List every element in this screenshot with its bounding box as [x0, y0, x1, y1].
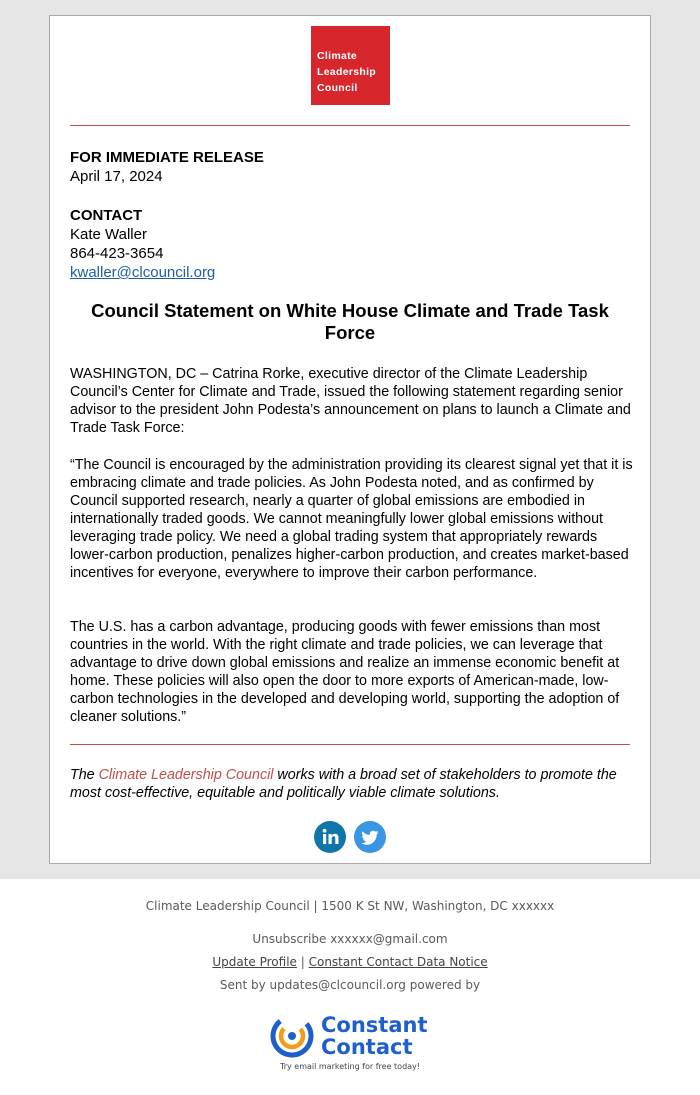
contact-phone: 864-423-3654	[70, 245, 164, 262]
brand-line-2: Contact	[321, 1035, 413, 1059]
footer	[0, 879, 700, 1095]
footer-unsubscribe[interactable]: Unsubscribe xxxxxx@gmail.com	[252, 932, 448, 946]
brand-line-1: Constant	[321, 1013, 428, 1037]
constant-contact-icon	[270, 1012, 320, 1060]
closing-suffix: works with a broad set of stakeholders to promote the most cost-effective, equitable and politically viable climate solutions.	[70, 767, 617, 801]
footer-separator: |	[296, 955, 309, 969]
council-logo[interactable]	[311, 26, 390, 105]
contact-name: Kate Waller	[70, 226, 147, 243]
bottom-divider	[70, 744, 630, 745]
closing-prefix: The	[70, 767, 99, 783]
closing-statement	[70, 766, 630, 802]
linkedin-icon[interactable]	[314, 821, 346, 853]
twitter-icon[interactable]	[354, 821, 386, 853]
contact-label: CONTACT	[70, 207, 143, 224]
body-paragraph-3: The U.S. has a carbon advantage, producing goods with fewer emissions than most countries in the world. With the right climate and trade policies, we can leverage that advantage to drive down global emissions and realize an immense economic benefit at home. These policies will also open the door to more exports of American-made, low-carbon technologies in the developed and developing world, supporting the adoption of cleaner solutions.”	[70, 619, 620, 725]
footer-address: Climate Leadership Council | 1500 K St NW, Washington, DC xxxxxx	[145, 899, 555, 913]
logo-line-2: Leadership	[317, 66, 377, 78]
release-date: April 17, 2024	[70, 168, 163, 185]
council-link[interactable]: Climate Leadership Council	[98, 767, 274, 783]
contact-block	[70, 206, 630, 282]
contact-email-link[interactable]: kwaller@clcouncil.org	[70, 264, 216, 281]
logo-line-1: Climate	[317, 50, 358, 62]
footer-links	[0, 955, 700, 969]
data-notice-link[interactable]: Constant Contact Data Notice	[308, 955, 488, 969]
logo-line-3: Council	[317, 82, 358, 94]
headline: Council Statement on White House Climate and Trade Task Force	[91, 300, 609, 343]
email-card	[49, 15, 651, 864]
release-label: FOR IMMEDIATE RELEASE	[70, 149, 264, 166]
brand-tagline: Try email marketing for free today!	[280, 1062, 420, 1071]
top-divider	[70, 125, 630, 126]
update-profile-link[interactable]: Update Profile	[212, 955, 297, 969]
footer-sent-by: Sent by updates@clcouncil.org powered by	[219, 978, 481, 992]
constant-contact-logo[interactable]	[270, 1012, 440, 1072]
body-paragraph-2: “The Council is encouraged by the administration providing its clearest signal yet that it is embracing climate and trade policies. As John Podesta noted, and as confirmed by Council supported research, nearly a quarter of global emissions are embodied in internationally traded goods. We cannot meaningfully lower global emissions without leveraging trade policy. We need a global trading system that appropriately rewards lower-carbon production, penalizes higher-carbon production, and creates market-based incentives for everyone, everywhere to improve their carbon performance.	[70, 457, 633, 581]
body-paragraph-1: WASHINGTON, DC – Catrina Rorke, executive director of the Climate Leadership Council’s Center for Climate and Trade, issued the following statement regarding senior advisor to the president John Podesta’s announcement on plans to launch a Climate and Trade Task Force:	[70, 366, 631, 436]
release-block	[70, 148, 630, 186]
